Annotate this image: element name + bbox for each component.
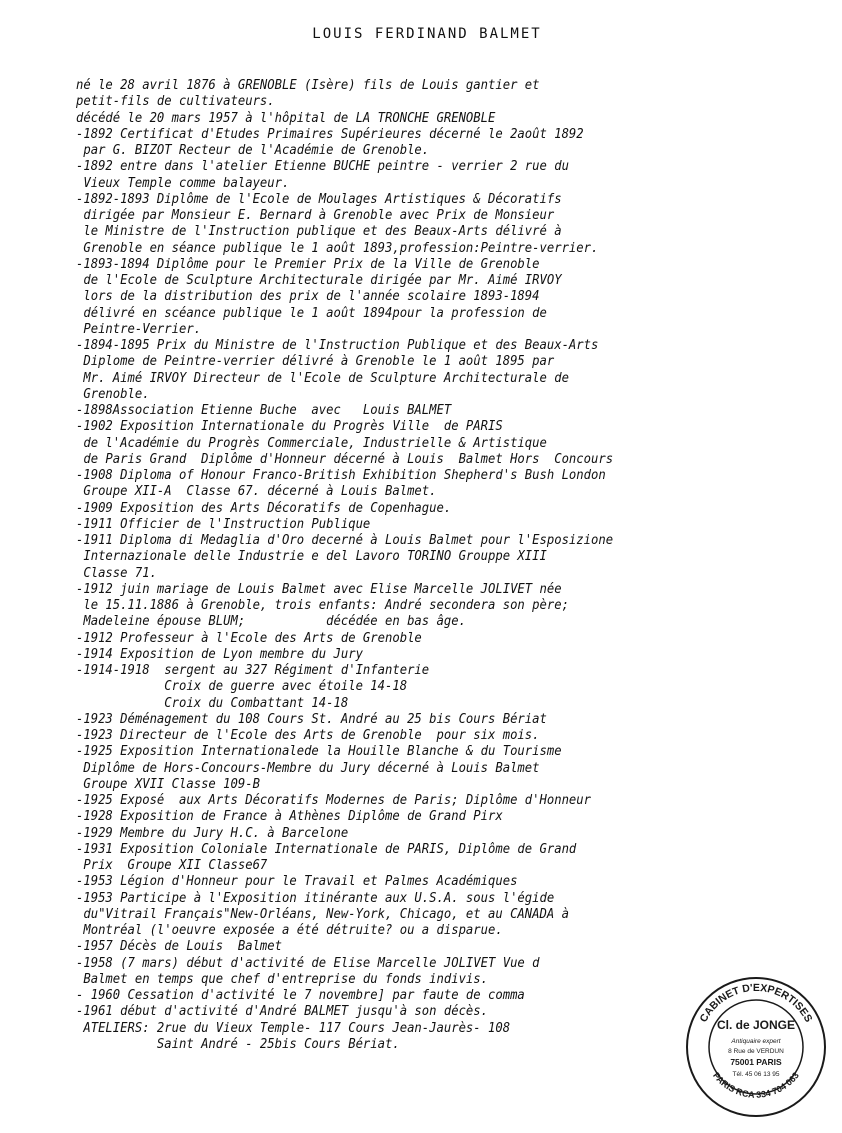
text-line: -1914-1918 sergent au 327 Régiment d'Infanterie	[76, 663, 430, 678]
text-line: décédé le 20 mars 1957 à l'hôpital de LA TRONCHE GRENOBLE	[76, 110, 496, 126]
text-line: -1925 Exposition Internationalede la Houille Blanche & du Tourisme	[76, 744, 562, 760]
text-line: -1908 Diploma of Honour Franco-British Exhibition Shepherd's Bush London	[76, 468, 606, 483]
text-line: -1958 (7 mars) début d'activité de Elise Marcelle JOLIVET Vue d	[76, 955, 540, 971]
text-line: -1911 Diploma di Medaglia d'Oro decerné à Louis Balmet pour l'Esposizione	[76, 533, 614, 548]
text-line: -1892-1893 Diplôme de l'Ecole de Moulages Artistiques & Décoratifs	[76, 191, 562, 207]
text-line: -1914 Exposition de Lyon membre du Jury	[76, 646, 363, 662]
text-line: -1957 Décès de Louis Balmet	[76, 939, 283, 955]
text-line: Prix Groupe XII Classe67	[76, 858, 268, 873]
text-line: Grenoble en séance publique le 1 août 1893,profession:Peintre-verrier.	[76, 240, 599, 256]
stamp-ring-top-text: CABINET D'EXPERTISES	[697, 981, 815, 1025]
stamp-name: Cl. de JONGE	[716, 1018, 796, 1032]
text-line: dirigée par Monsieur E. Bernard à Grenoble avec Prix de Monsieur	[76, 208, 555, 223]
biography-text	[76, 78, 790, 1053]
text-line: -1928 Exposition de France à Athènes Diplôme de Grand Pirx	[76, 809, 503, 825]
text-line: Vieux Temple comme balayeur.	[76, 175, 290, 191]
text-line: petit-fils de cultivateurs.	[76, 94, 275, 110]
text-line: -1902 Exposition Internationale du Progrès Ville de PARIS	[76, 419, 503, 435]
text-line: Grenoble.	[76, 386, 150, 402]
text-line: de l'Ecole de Sculpture Architecturale dirigée par Mr. Aimé IRVOY	[76, 273, 562, 288]
text-line: -1909 Exposition des Arts Décoratifs de Copenhague.	[76, 500, 452, 516]
text-line: Balmet en temps que chef d'entreprise du fonds indivis.	[76, 971, 488, 987]
text-line: de Paris Grand Diplôme d'Honneur décerné à Louis Balmet Hors Concours	[76, 451, 614, 467]
text-line: -1893-1894 Diplôme pour le Premier Prix de la Ville de Grenoble	[76, 256, 540, 272]
text-line: le 15.11.1886 à Grenoble, trois enfants: André secondera son père;	[76, 598, 569, 613]
text-line: ATELIERS: 2rue du Vieux Temple- 117 Cours Jean-Jaurès- 108	[76, 1020, 511, 1036]
text-line: Croix du Combattant 14-18	[76, 695, 349, 711]
stamp-line3: 75001 PARIS	[730, 1057, 782, 1067]
text-line: Croix de guerre avec étoile 14-18	[76, 679, 408, 695]
text-line: Saint André - 25bis Cours Bériat.	[76, 1036, 400, 1052]
text-line: Internazionale delle Industrie e del Lavoro TORINO Grouppe XIII	[76, 549, 547, 565]
document-title: LOUIS FERDINAND BALMET	[312, 26, 542, 42]
text-line: lors de la distribution des prix de l'année scolaire 1893-1894	[76, 289, 540, 305]
text-line: Peintre-Verrier.	[76, 321, 202, 337]
text-line: le Ministre de l'Instruction publique et des Beaux-Arts délivré à	[76, 224, 562, 240]
stamp-phone: Tél. 45 06 13 95	[732, 1071, 780, 1078]
text-line: -1911 Officier de l'Instruction Publique	[76, 516, 371, 532]
text-line: -1953 Participe à l'Exposition itinérante aux U.S.A. sous l'égide	[76, 890, 555, 906]
expert-stamp	[684, 975, 828, 1119]
text-line: par G. BIZOT Recteur de l'Académie de Grenoble.	[76, 143, 430, 158]
text-line: délivré en scéance publique le 1 août 1894pour la profession de	[76, 305, 547, 321]
text-line: -1953 Légion d'Honneur pour le Travail et Palmes Académiques	[76, 874, 518, 890]
stamp-seal	[684, 975, 828, 1119]
text-line: Groupe XVII Classe 109-B	[76, 776, 260, 792]
text-line: - 1960 Cessation d'activité le 7 novembre] par faute de comma	[76, 988, 525, 1003]
text-line: Diplôme de Hors-Concours-Membre du Jury décerné à Louis Balmet	[76, 760, 540, 776]
text-line: de l'Académie du Progrès Commerciale, Industrielle & Artistique	[76, 435, 547, 451]
stamp-line2: 8 Rue de VERDUN	[728, 1048, 784, 1055]
text-line: Groupe XII-A Classe 67. décerné à Louis Balmet.	[76, 484, 437, 500]
text-line: -1961 début d'activité d'André BALMET jusqu'à son décès.	[76, 1004, 488, 1020]
text-line: Mr. Aimé IRVOY Directeur de l'Ecole de Sculpture Architecturale de	[76, 370, 569, 386]
text-line: -1892 Certificat d'Etudes Primaires Supérieures décerné le 2août 1892	[76, 126, 584, 142]
text-line: Diplome de Peintre-verrier délivré à Grenoble le 1 août 1895 par	[76, 354, 555, 370]
text-line: -1894-1895 Prix du Ministre de l'Instruction Publique et des Beaux-Arts	[76, 338, 599, 353]
text-line: -1925 Exposé aux Arts Décoratifs Modernes de Paris; Diplôme d'Honneur	[76, 793, 592, 808]
text-line: Classe 71.	[76, 565, 157, 581]
text-line: -1912 Professeur à l'Ecole des Arts de Grenoble	[76, 630, 422, 646]
text-line: -1912 juin mariage de Louis Balmet avec Elise Marcelle JOLIVET née	[76, 581, 562, 597]
text-line: -1929 Membre du Jury H.C. à Barcelone	[76, 825, 349, 841]
text-line: du"Vitrail Français"New-Orléans, New-York, Chicago, et au CANADA à	[76, 906, 569, 922]
text-line: -1923 Directeur de l'Ecole des Arts de Grenoble pour six mois.	[76, 728, 540, 743]
text-line: -1898Association Etienne Buche avec Louis BALMET	[76, 403, 452, 418]
stamp-line1: Antiquaire expert	[731, 1038, 781, 1045]
text-line: -1923 Déménagement du 108 Cours St. André au 25 bis Cours Bériat	[76, 711, 547, 727]
text-line: -1931 Exposition Coloniale Internationale de PARIS, Diplôme de Grand	[76, 841, 577, 857]
text-line: Madeleine épouse BLUM; décédée en bas âge.	[76, 614, 466, 630]
stamp-ring-bottom-text: PARIS RCA 334 704 063	[711, 1070, 801, 1100]
text-line: -1892 entre dans l'atelier Etienne BUCHE peintre - verrier 2 rue du	[76, 159, 569, 175]
text-line: né le 28 avril 1876 à GRENOBLE (Isère) fils de Louis gantier et	[76, 78, 540, 93]
text-line: Montréal (l'oeuvre exposée a été détruite? ou a disparue.	[76, 923, 503, 938]
